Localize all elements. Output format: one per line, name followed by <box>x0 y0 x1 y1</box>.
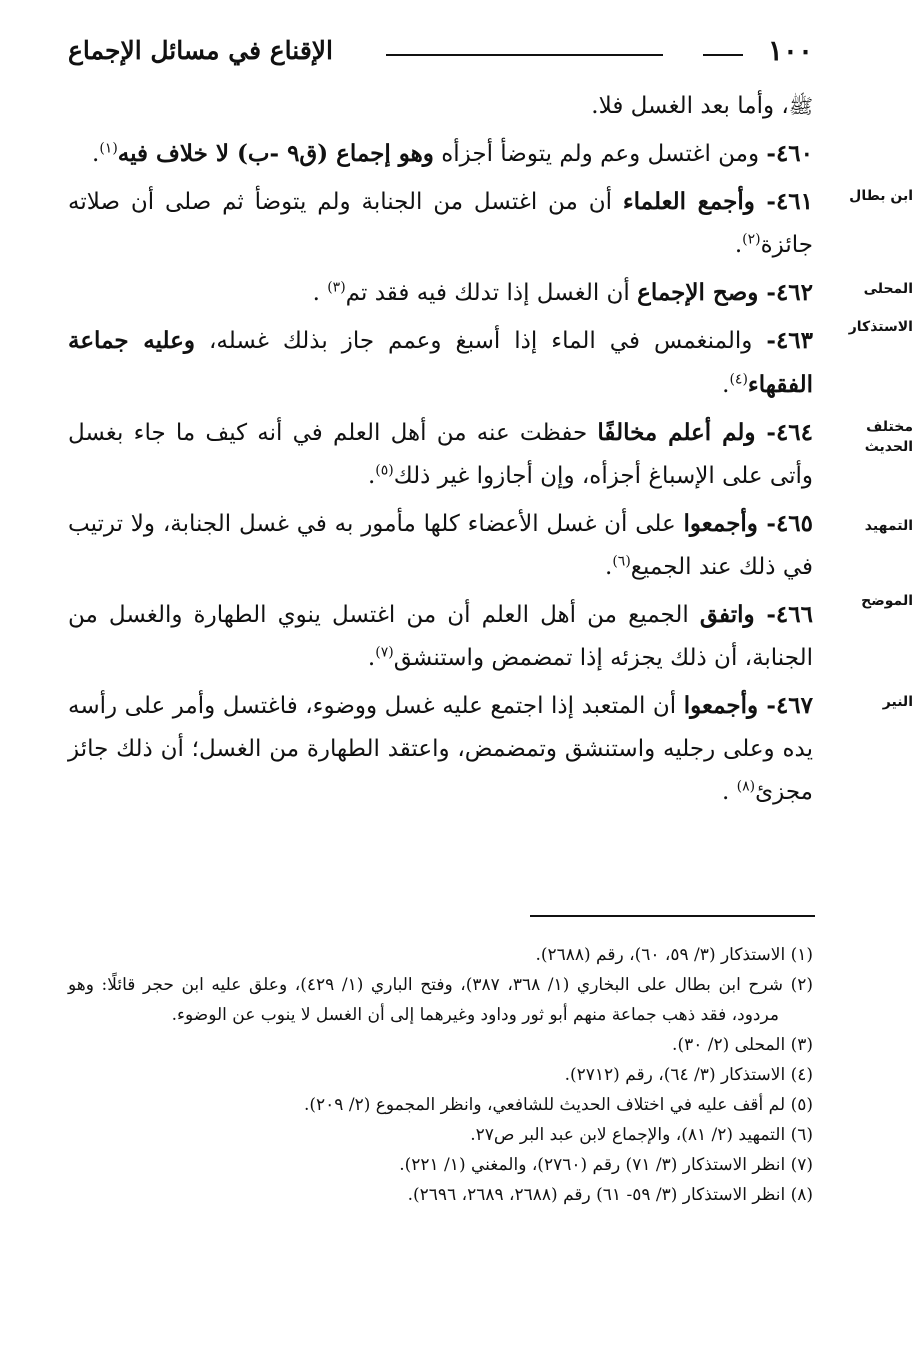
paragraph-text: والمنغمس في الماء إذا أسبغ وعمم جاز بذلك غسله، <box>194 328 767 354</box>
footnote-separator <box>530 915 815 917</box>
intro-line <box>68 85 813 128</box>
running-header <box>68 32 813 76</box>
footnote-ref[interactable]: (١) <box>99 140 118 157</box>
paragraph-lead: وأجمعوا <box>683 510 767 537</box>
footnote-ref[interactable]: (٤) <box>729 371 748 388</box>
footnote-8: (٨) انظر الاستذكار (٣/ ٥٩- ٦١) رقم (٢٦٨٨، ٢٦٨٩، ٢٦٩٦). <box>407 1185 813 1205</box>
footnote-4: (٤) الاستذكار (٣/ ٦٤)، رقم (٢٧١٢). <box>564 1065 813 1085</box>
paragraph-end: . <box>367 645 376 671</box>
paragraph-end: . <box>722 372 730 398</box>
paragraph-number: ٤٦٠- <box>766 140 813 167</box>
footnote-ref[interactable]: (٢) <box>742 231 761 248</box>
paragraph-text: الجميع من أهل العلم أن من اغتسل ينوي الطهارة والغسل من الجنابة، أن ذلك يجزئه إذا تمضمض واستنشق <box>68 602 813 671</box>
paragraph-bold-tail: وعليه جماعة الفقهاء <box>68 327 813 398</box>
paragraph-end: . <box>92 141 100 167</box>
footnote-2: (٢) شرح ابن بطال على البخاري (١/ ٣٦٨، ٣٨٧)، وفتح الباري (١/ ٤٢٩)، وعلق عليه ابن حجر قائلًا: وهو مردود، فقد ذهب جماعة منهم أبو ثور وداود وغيرهما إلى أن الغسل لا ينوب عن الوضوء. <box>68 975 814 1025</box>
header-rule-long <box>386 54 663 56</box>
footnote-ref[interactable]: (٨) <box>736 778 756 795</box>
paragraph-end: . <box>312 280 328 306</box>
main-text <box>68 85 913 814</box>
margin-source: ابن بطال <box>849 188 913 204</box>
paragraph-lead: وصح الإجماع <box>637 279 767 306</box>
paragraph-end: . <box>367 463 376 489</box>
paragraph-462 <box>68 271 913 315</box>
paragraph-text: أن الغسل إذا تدلك فيه فقد تم <box>345 280 638 306</box>
paragraph-lead: وأجمع العلماء <box>622 188 767 215</box>
paragraph-text: أن من اغتسل من الجنابة ولم يتوضأ ثم صلى أن صلاته جائزة <box>68 189 813 258</box>
paragraph-end: . <box>734 232 743 258</box>
margin-source: التمهيد <box>864 518 913 534</box>
page-number: ١٠٠ <box>767 34 813 67</box>
header-rule-short <box>703 54 743 56</box>
paragraph-end: . <box>722 779 737 805</box>
margin-source: مختلف الحديث <box>864 419 913 455</box>
paragraph-463 <box>68 319 913 407</box>
footnote-ref[interactable]: (٣) <box>327 279 346 296</box>
footnote-ref[interactable]: (٥) <box>375 462 394 479</box>
paragraph-465 <box>68 502 913 589</box>
footnote-ref[interactable]: (٦) <box>612 553 631 570</box>
paragraph-number: ٤٦٤- <box>766 419 813 446</box>
margin-source: الاستذكار <box>848 319 913 335</box>
paragraph-number: ٤٦٣- <box>766 327 813 354</box>
paragraph-467 <box>68 684 913 814</box>
paragraph-lead: وأجمعوا <box>683 692 767 719</box>
footnotes <box>68 940 813 1210</box>
paragraph-text: على أن غسل الأعضاء كلها مأمور به في غسل الجنابة، ولا ترتيب في ذلك عند الجميع <box>68 511 813 580</box>
book-title: الإقناع في مسائل الإجماع <box>68 36 333 65</box>
paragraph-464 <box>68 411 913 498</box>
paragraph-number: ٤٦١- <box>766 188 813 215</box>
salutation-symbol: ﷺ <box>788 94 813 118</box>
margin-source: الموضح <box>861 593 913 609</box>
paragraph-466 <box>68 593 913 680</box>
paragraph-number: ٤٦٧- <box>766 692 814 719</box>
paragraph-460 <box>68 132 813 176</box>
paragraph-lead: ولم أعلم مخالفًا <box>597 419 767 446</box>
footnote-3: (٣) المحلى (٢/ ٣٠). <box>672 1035 813 1055</box>
margin-source: النير <box>882 694 913 710</box>
margin-source: المحلى <box>863 281 913 297</box>
paragraph-text: حفظت عنه من أهل العلم في أنه كيف ما جاء بغسل وأتى على الإسباغ أجزأه، وإن أجازوا غير ذلك <box>68 420 813 489</box>
footnote-5: (٥) لم أقف عليه في اختلاف الحديث للشافعي، وانظر المجموع (٢/ ٢٠٩). <box>303 1095 813 1115</box>
footnote-7: (٧) انظر الاستذكار (٣/ ٧١) رقم (٢٧٦٠)، والمغني (١/ ٢٢١). <box>399 1155 813 1175</box>
paragraph-lead: واتفق <box>699 601 767 628</box>
paragraph-number: ٤٦٢- <box>766 279 813 306</box>
paragraph-text: أن المتعبد إذا اجتمع عليه غسل ووضوء، فاغتسل وأمر على رأسه يده وعلى رجليه واستنشق وتمضمض، واعتقد الطهارة من الغسل؛ أن ذلك جائز مجزئ <box>68 693 813 805</box>
paragraph-end: . <box>605 554 613 580</box>
paragraph-461 <box>68 180 913 267</box>
intro-text: ، وأما بعد الغسل فلا. <box>591 93 789 119</box>
footnote-ref[interactable]: (٧) <box>375 644 394 661</box>
paragraph-text: ومن اغتسل وعم ولم يتوضأ أجزأه <box>433 141 767 167</box>
paragraph-bold-tail: وهو إجماع (ق٩ -ب) لا خلاف فيه <box>117 140 434 167</box>
footnote-1: (١) الاستذكار (٣/ ٥٩، ٦٠)، رقم (٢٦٨٨). <box>535 945 813 965</box>
paragraph-number: ٤٦٦- <box>766 601 813 628</box>
paragraph-number: ٤٦٥- <box>766 510 814 537</box>
footnote-6: (٦) التمهيد (٢/ ٨١)، والإجماع لابن عبد البر ص٢٧. <box>470 1125 813 1145</box>
